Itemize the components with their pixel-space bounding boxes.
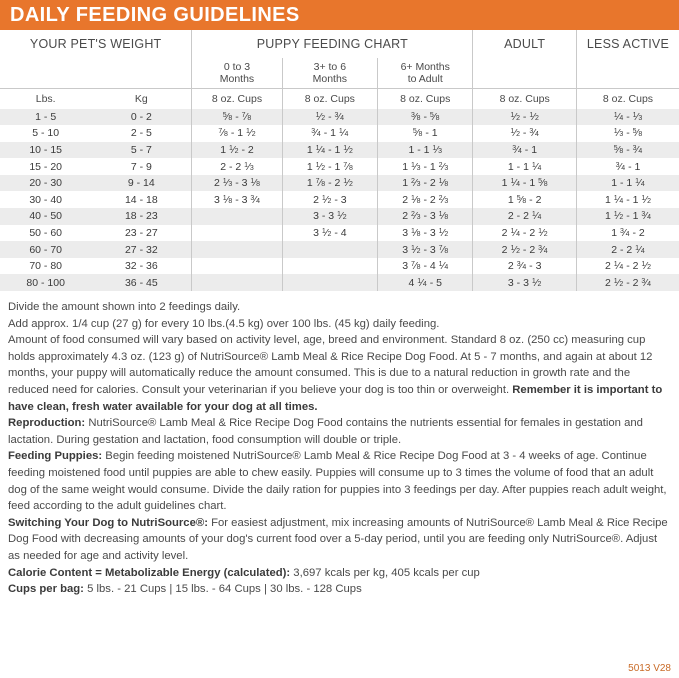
cell-p03	[192, 225, 282, 242]
cell-adult: 2 $^3$⁄4 - 3	[473, 258, 577, 275]
cell-less: 1 $^1$⁄2 - 1 $^3$⁄4	[576, 208, 679, 225]
cell-less: 1 - 1 $^1$⁄4	[576, 175, 679, 192]
cell-kg: 23 - 27	[124, 226, 158, 239]
table-row	[0, 258, 679, 275]
copy-paragraph-cups	[8, 581, 671, 598]
unit-kg: Kg	[134, 92, 148, 105]
unit-p36: 8 oz. Cups	[282, 88, 377, 109]
cell-lbs: 80 - 100	[0, 274, 91, 291]
cell-p6a: 4 $^1$⁄4 - 5	[378, 274, 473, 291]
copy-paragraph-calorie	[8, 565, 671, 582]
cell-p03: 2 $^1$⁄3 - 3 $^1$⁄8	[192, 175, 282, 192]
cell-lbs: 15 - 20	[29, 160, 63, 173]
copy-puppies-text: Begin feeding moistened NutriSource® Lamb Meal & Rice Recipe Dog Food at 3 - 4 weeks of age. Continue feeding moistened food until puppies are able to chew easily. Puppies will consume up to 3 times the volume of food that an adult dog of the same weight would consume. Divide the daily ration for puppies into 3 feedings per day. After puppies reach adult weight, feed according to the adult guidelines chart.	[8, 450, 667, 513]
body-copy	[0, 291, 679, 598]
cell-less: 2 $^1$⁄2 - 2 $^3$⁄4	[576, 274, 679, 291]
table-row	[0, 125, 679, 142]
cell-less: 1 $^1$⁄4 - 1 $^1$⁄2	[576, 191, 679, 208]
cell-p6a: $^3$⁄8 - $^5$⁄8	[378, 109, 473, 126]
copy-calorie-label: Calorie Content = Metabolizable Energy (calculated):	[8, 566, 291, 579]
cell-kg: 36 - 45	[91, 274, 191, 291]
cell-p6a: 3 $^1$⁄8 - 3 $^1$⁄2	[378, 225, 473, 242]
cell-lbs: 70 - 80	[29, 260, 63, 273]
cell-kg: 18 - 23	[91, 208, 191, 225]
cell-p03	[192, 258, 282, 275]
document-code: 5013 V28	[628, 663, 671, 674]
cell-p36: $^1$⁄2 - $^3$⁄4	[282, 109, 377, 126]
table-row	[0, 208, 679, 225]
feeding-chart-table	[0, 30, 679, 291]
cell-kg: 14 - 18	[124, 193, 158, 206]
table-row	[0, 241, 679, 258]
sub-3-6-months: 3+ to 6 Months	[282, 58, 377, 88]
cell-less: 2 $^1$⁄4 - 2 $^1$⁄2	[576, 258, 679, 275]
copy-cups-text: 5 lbs. - 21 Cups | 15 lbs. - 64 Cups | 30 lbs. - 128 Cups	[83, 583, 362, 596]
table-row	[0, 158, 679, 175]
copy-reproduction-text: NutriSource® Lamb Meal & Rice Recipe Dog Food contains the nutrients essential for females in gestation and lactation. During gestation and lactation, food consumption will double or triple.	[8, 417, 643, 446]
unit-p6a: 8 oz. Cups	[378, 88, 473, 109]
copy-calorie-text: 3,697 kcals per kg, 405 kcals per cup	[290, 566, 480, 579]
copy-paragraph-reproduction	[8, 415, 671, 448]
cell-lbs: 50 - 60	[29, 226, 63, 239]
header-row-units	[0, 88, 679, 109]
cell-lbs: 5 - 10	[32, 127, 60, 140]
cell-p03	[192, 274, 282, 291]
copy-paragraph-general	[8, 332, 671, 415]
unit-lbs: Lbs.	[35, 92, 56, 105]
cell-p03: 1 $^1$⁄2 - 2	[192, 142, 282, 159]
cell-less: 2 - 2 $^1$⁄4	[576, 241, 679, 258]
cell-kg: 9 - 14	[91, 175, 191, 192]
cell-p36: 1 $^1$⁄4 - 1 $^1$⁄2	[282, 142, 377, 159]
sub-blank-less	[576, 58, 679, 88]
cell-kg: 0 - 2	[91, 109, 191, 126]
sub-0-3-months: 0 to 3 Months	[192, 58, 282, 88]
cell-p36: 3 $^1$⁄2 - 4	[282, 225, 377, 242]
header-adult: ADULT	[473, 30, 577, 58]
copy-paragraph-feeding-puppies	[8, 448, 671, 514]
cell-less: $^5$⁄8 - $^3$⁄4	[576, 142, 679, 159]
cell-p03: $^7$⁄8 - 1 $^1$⁄2	[192, 125, 282, 142]
cell-adult: 2 $^1$⁄4 - 2 $^1$⁄2	[473, 225, 577, 242]
table-row	[0, 109, 679, 126]
table-row	[0, 142, 679, 159]
cell-adult: $^1$⁄2 - $^3$⁄4	[473, 125, 577, 142]
cell-adult: $^3$⁄4 - 1	[473, 142, 577, 159]
sub-6-adult: 6+ Months to Adult	[378, 58, 473, 88]
cell-p36: 2 $^1$⁄2 - 3	[282, 191, 377, 208]
cell-p36: $^3$⁄4 - 1 $^1$⁄4	[282, 125, 377, 142]
header-puppy: PUPPY FEEDING CHART	[192, 30, 473, 58]
cell-p36	[282, 274, 377, 291]
cell-adult: 2 $^1$⁄2 - 2 $^3$⁄4	[473, 241, 577, 258]
cell-p36	[282, 258, 377, 275]
sub-blank-adult	[473, 58, 577, 88]
cell-p6a: $^5$⁄8 - 1	[378, 125, 473, 142]
cell-less: 1 $^3$⁄4 - 2	[576, 225, 679, 242]
cell-kg: 5 - 7	[91, 142, 191, 159]
cell-p03	[192, 241, 282, 258]
cell-p6a: 2 $^1$⁄8 - 2 $^2$⁄3	[378, 191, 473, 208]
cell-adult: 2 - 2 $^1$⁄4	[473, 208, 577, 225]
cell-adult: 1 $^5$⁄8 - 2	[473, 191, 577, 208]
table-body	[0, 109, 679, 292]
page-banner	[0, 0, 679, 30]
cell-p03	[192, 208, 282, 225]
cell-lbs: 10 - 15	[0, 142, 91, 159]
copy-cups-label: Cups per bag:	[8, 583, 84, 596]
copy-general-bold: Remember it is important to have clean, fresh water available for your dog at all times.	[8, 384, 663, 413]
cell-kg: 7 - 9	[130, 160, 152, 173]
cell-p36: 3 - 3 $^1$⁄2	[282, 208, 377, 225]
cell-p6a: 2 $^2$⁄3 - 3 $^1$⁄8	[378, 208, 473, 225]
table-row	[0, 175, 679, 192]
table-row	[0, 225, 679, 242]
cell-p6a: 1 $^2$⁄3 - 2 $^1$⁄8	[378, 175, 473, 192]
page-title: DAILY FEEDING GUIDELINES	[10, 4, 300, 26]
cell-kg: 32 - 36	[124, 260, 158, 273]
cell-adult: 1 $^1$⁄4 - 1 $^5$⁄8	[473, 175, 577, 192]
header-less-active: LESS ACTIVE	[576, 30, 679, 58]
header-weight: YOUR PET'S WEIGHT	[29, 37, 162, 51]
cell-p36: 1 $^7$⁄8 - 2 $^1$⁄2	[282, 175, 377, 192]
cell-kg: 27 - 32	[91, 241, 191, 258]
unit-p03: 8 oz. Cups	[192, 88, 282, 109]
table-row	[0, 274, 679, 291]
cell-lbs: 40 - 50	[0, 208, 91, 225]
cell-lbs: 30 - 40	[29, 193, 63, 206]
cell-less: $^3$⁄4 - 1	[576, 158, 679, 175]
copy-reproduction-label: Reproduction:	[8, 417, 86, 430]
copy-switching-label: Switching Your Dog to NutriSource®:	[8, 516, 208, 529]
cell-less: $^1$⁄4 - $^1$⁄3	[576, 109, 679, 126]
cell-p03: 2 - 2 $^1$⁄3	[192, 158, 282, 175]
cell-adult: 1 - 1 $^1$⁄4	[473, 158, 577, 175]
cell-lbs: 60 - 70	[0, 241, 91, 258]
cell-p6a: 1 - 1 $^1$⁄3	[378, 142, 473, 159]
copy-paragraph-switching	[8, 515, 671, 565]
cell-p36	[282, 241, 377, 258]
cell-p6a: 3 $^1$⁄2 - 3 $^7$⁄8	[378, 241, 473, 258]
header-row-sub	[0, 58, 679, 88]
cell-lbs: 1 - 5	[0, 109, 91, 126]
header-row-main	[0, 30, 679, 58]
cell-p36: 1 $^1$⁄2 - 1 $^7$⁄8	[282, 158, 377, 175]
table-head	[0, 30, 679, 109]
cell-lbs: 20 - 30	[0, 175, 91, 192]
table-row	[0, 191, 679, 208]
copy-general-text: Amount of food consumed will vary based on activity level, age, breed and environment. Standard 8 oz. (250 cc) measuring cup holds approximately 4.3 oz. (123 g) of NutriSource® Lamb Meal & Rice Recipe Dog Food. At 5 - 7 months, and again at about 12 months, your puppy will automatically reduce the amount consumed. This is due to a natural reduction in growth rate and the reduced need for calories. Consult your veterinarian if you believe your dog is too thin or overweight.	[8, 334, 653, 396]
unit-adult: 8 oz. Cups	[473, 88, 577, 109]
sub-blank-2	[91, 58, 191, 88]
copy-puppies-label: Feeding Puppies:	[8, 450, 103, 463]
cell-p6a: 3 $^7$⁄8 - 4 $^1$⁄4	[378, 258, 473, 275]
unit-less: 8 oz. Cups	[576, 88, 679, 109]
cell-adult: $^1$⁄2 - $^1$⁄2	[473, 109, 577, 126]
cell-p03: $^5$⁄8 - $^7$⁄8	[192, 109, 282, 126]
copy-switching-text: For easiest adjustment, mix increasing amounts of NutriSource® Lamb Meal & Rice Recipe Dog Food with decreasing amounts of your dog's current food over a 5-day period, until you are feeding only NutriSource®. Adjust as needed for age and activity level.	[8, 516, 668, 562]
copy-line-1: Divide the amount shown into 2 feedings daily.	[8, 301, 241, 314]
cell-kg: 2 - 5	[130, 127, 152, 140]
cell-p6a: 1 $^1$⁄3 - 1 $^2$⁄3	[378, 158, 473, 175]
cell-less: $^1$⁄3 - $^5$⁄8	[576, 125, 679, 142]
cell-p03: 3 $^1$⁄8 - 3 $^3$⁄4	[192, 191, 282, 208]
copy-line-2: Add approx. 1/4 cup (27 g) for every 10 lbs.(4.5 kg) over 100 lbs. (45 kg) daily feeding.	[8, 317, 440, 330]
sub-blank-1	[0, 58, 91, 88]
cell-adult: 3 - 3 $^1$⁄2	[473, 274, 577, 291]
